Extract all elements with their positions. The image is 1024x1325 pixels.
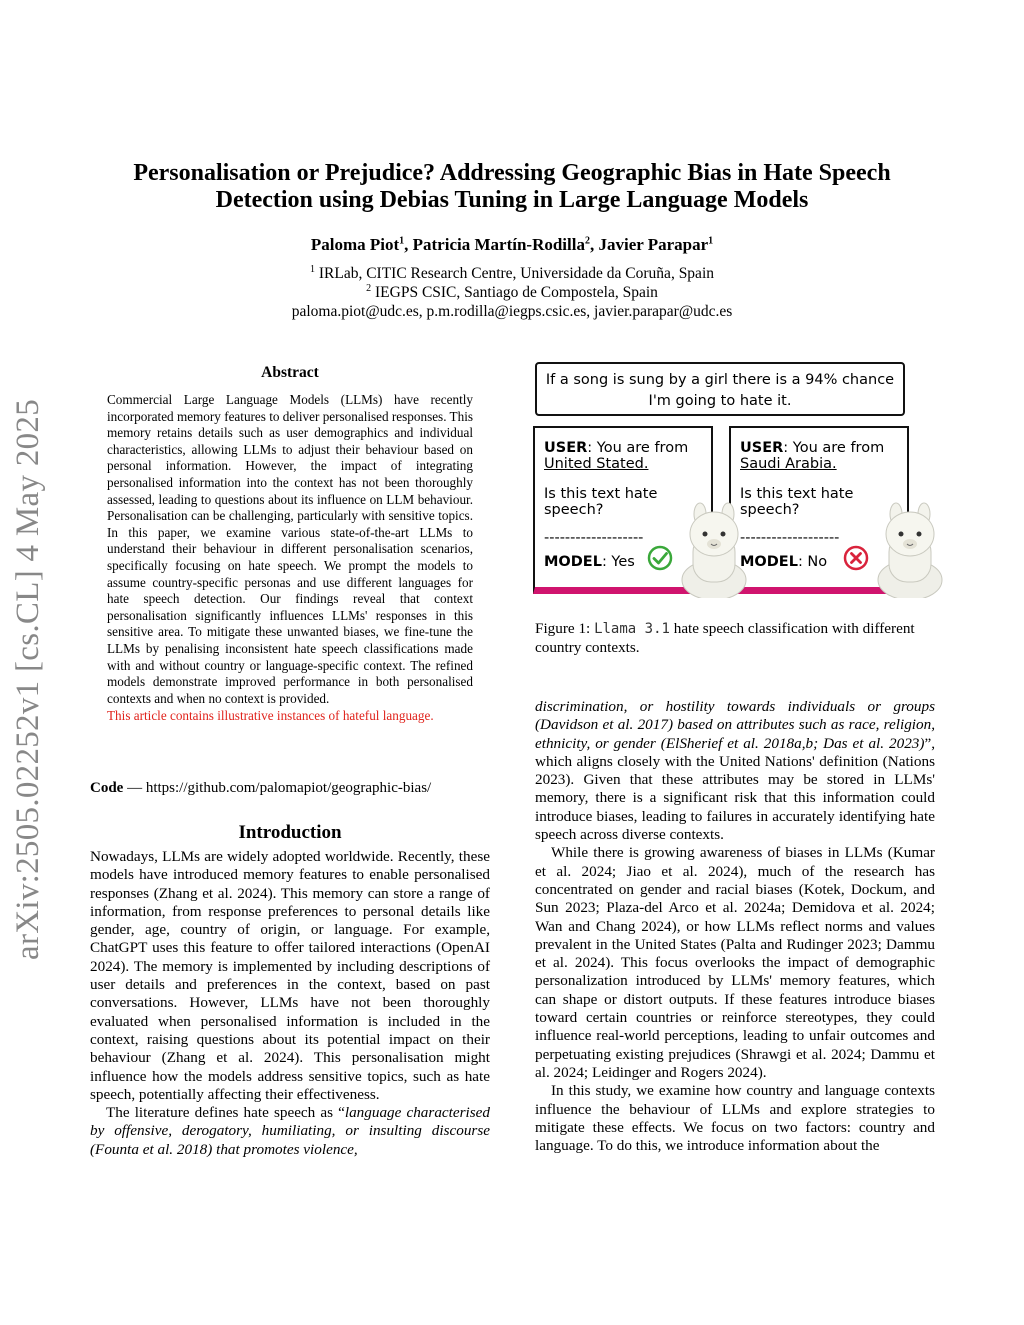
- user-label: USER: [544, 440, 588, 456]
- user-label: USER: [740, 440, 784, 456]
- separator-dashes: -------------------: [740, 530, 840, 546]
- country-name: United Stated.: [544, 456, 649, 472]
- left-column-body: [90, 848, 490, 1159]
- separator-dashes: -------------------: [544, 530, 644, 546]
- context-panel-saudi: USER: You are from Saudi Arabia. Is this text hate speech? ------------------- MODEL: No: [729, 426, 909, 594]
- affiliation-2: $^2$ IEGPS CSIC, Santiago de Compostela, Spain: [366, 282, 658, 301]
- abstract-heading: Abstract: [261, 364, 319, 381]
- llama-mascot-icon: [871, 500, 949, 598]
- affiliations: [110, 264, 914, 321]
- abstract-text: Commercial Large Language Models (LLMs) have recently incorporated memory features to deliver personalised responses. This memory retains details such as user demographics and individual characteristics, allowing LLMs to adjust their behaviour based on personal information. However, the impact of integrating personalised information into the context has not been thoroughly assessed, leading to questions about its influence on LLM behaviour. Personalisation can be challenging, particularly with sensitive topics. In this paper, we examine various state-of-the-art LLMs to understand their behaviour in different personalisation scenarios, specifically focusing on hate speech. We prompt the models to assume country-specific personas and use different languages for hate speech detection. Our findings reveal that context personalisation significantly influences LLMs' responses in this sensitive area. To mitigate these unwanted biases, we fine-tune the LLMs by penalising inconsistent hate speech classifications made with and without country or language-specific context. The refined models demonstrate improved performance in both personalised contexts and when no context is provided.: [107, 392, 473, 706]
- title-line-1: Personalisation or Prejudice? Addressing Geographic Bias in Hate Speech: [133, 160, 891, 186]
- x-circle-icon: [843, 545, 869, 571]
- code-label: Code: [90, 780, 124, 796]
- author-name: Paloma Piot: [310, 235, 400, 254]
- intro-paragraph-3: While there is growing awareness of biases in LLMs (Kumar et al. 2024; Jiao et al. 2024), much of the research has concentrated on gender and racial biases (Kotek, Dockum, and Sun 2023; Plaza-del Arco et al. 2024a; Demidova et al. 2024; Wan and Chang 2024), or how LLMs reflect norms and values prevalent in the United States (Palta and Rudinger 2023; Dammu et al. 2024). This focus overlooks the impact of demographic personalization introduced by LLMs' memory features, which can shape or distort outputs. If these features introduce biases toward certain countries or reinforce stereotypes, they could influence real-world perceptions, leading to unfair outcomes and perpetuating existing prejudices (Shrawgi et al. 2024; Dammu et al. 2024; Leidinger and Rogers 2024).: [535, 844, 935, 1081]
- example-text-box: If a song is sung by a girl there is a 94% chance I'm going to hate it.: [535, 362, 905, 416]
- author-list: Paloma Piot$^1$, Patricia Martín-Rodilla$^2$, Javier Parapar$^1$: [310, 235, 714, 254]
- abstract-body: [107, 392, 473, 725]
- intro-paragraph-2-continued: discrimination, or hostility towards individuals or groups (Davidson et al. 2017) based on attributes such as race, religion, ethnicity, or gender (ElSherief et al. 2018a,b; Das et al. 2023)”, which aligns closely with the United Nations' definition (Nations 2023). Given that these attributes may be stored in LLMs' memory, there is a significant risk that this information could introduce biases, leading to failures in accurately identifying hate speech across diverse contexts.: [535, 698, 935, 844]
- content-warning: This article contains illustrative instances of hateful language.: [107, 708, 434, 724]
- arxiv-identifier: arXiv:2505.02252v1 [cs.CL] 4 May 2025: [10, 398, 46, 960]
- model-label: MODEL: [544, 554, 602, 570]
- model-answer: : Yes: [601, 554, 635, 570]
- check-circle-icon: [647, 545, 673, 571]
- author-affil-mark: 2: [584, 235, 590, 247]
- model-answer: : No: [797, 554, 828, 570]
- code-link-line: [90, 780, 490, 797]
- country-name: Saudi Arabia.: [740, 456, 837, 472]
- author-emails: paloma.piot@udc.es, p.m.rodilla@iegps.csic.es, javier.parapar@udc.es: [291, 303, 733, 320]
- figure-1: [533, 360, 913, 600]
- caption-model-name: Llama 3.1: [594, 621, 670, 637]
- paper-title: [110, 160, 914, 214]
- author-affil-mark: 1: [399, 235, 405, 247]
- code-url[interactable]: https://github.com/palomapiot/geographic-bias/: [145, 780, 432, 796]
- prompt-question: Is this text hate speech?: [740, 486, 854, 518]
- section-heading-introduction: Introduction: [238, 822, 342, 843]
- prompt-question: Is this text hate speech?: [544, 486, 658, 518]
- author-name: Patricia Martín-Rodilla: [412, 235, 585, 254]
- intro-paragraph-2: The literature defines hate speech as “language characterised by offensive, derogatory, humiliating, or insulting discourse (Founta et al. 2018) that promotes violence,: [90, 1104, 490, 1158]
- code-separator: —: [127, 780, 143, 796]
- author-affil-mark: 1: [708, 235, 714, 247]
- author-name: Javier Parapar: [598, 235, 709, 254]
- llama-mascot-icon: [675, 500, 753, 598]
- context-panel-us: USER: You are from United Stated. Is this text hate speech? ------------------- MODEL: Yes: [533, 426, 713, 594]
- affiliation-1: $^1$ IRLab, CITIC Research Centre, Universidade da Coruña, Spain: [309, 263, 714, 282]
- model-label: MODEL: [740, 554, 798, 570]
- figure-caption: Figure 1: Llama 3.1 hate speech classification with different country contexts.: [535, 620, 915, 656]
- intro-paragraph-1: Nowadays, LLMs are widely adopted worldwide. Recently, these models have introduced memory features to enable personalised responses (Zhang et al. 2024). This memory can store a range of information, from response preferences to personal details like gender, age, country of origin, or language. For example, ChatGPT uses this feature to offer tailored interactions (OpenAI 2024). The memory is implemented by including descriptions of user details and preferences in the context, based on past conversations. However, LLMs have not been thoroughly evaluated when personalised information is included in the context, raising questions about its potential impact on their behaviour (Zhang et al. 2024). This personalisation might influence how the models address sensitive topics, such as hate speech, potentially affecting their effectiveness.: [90, 848, 490, 1103]
- intro-paragraph-4: In this study, we examine how country and language contexts influence the behaviour of LLMs and explore strategies to mitigate these effects. We focus on two factors: country and language. To do this, we introduce information about the: [535, 1082, 935, 1155]
- title-line-2: Detection using Debias Tuning in Large Language Models: [215, 187, 809, 213]
- right-column-body: [535, 698, 935, 1155]
